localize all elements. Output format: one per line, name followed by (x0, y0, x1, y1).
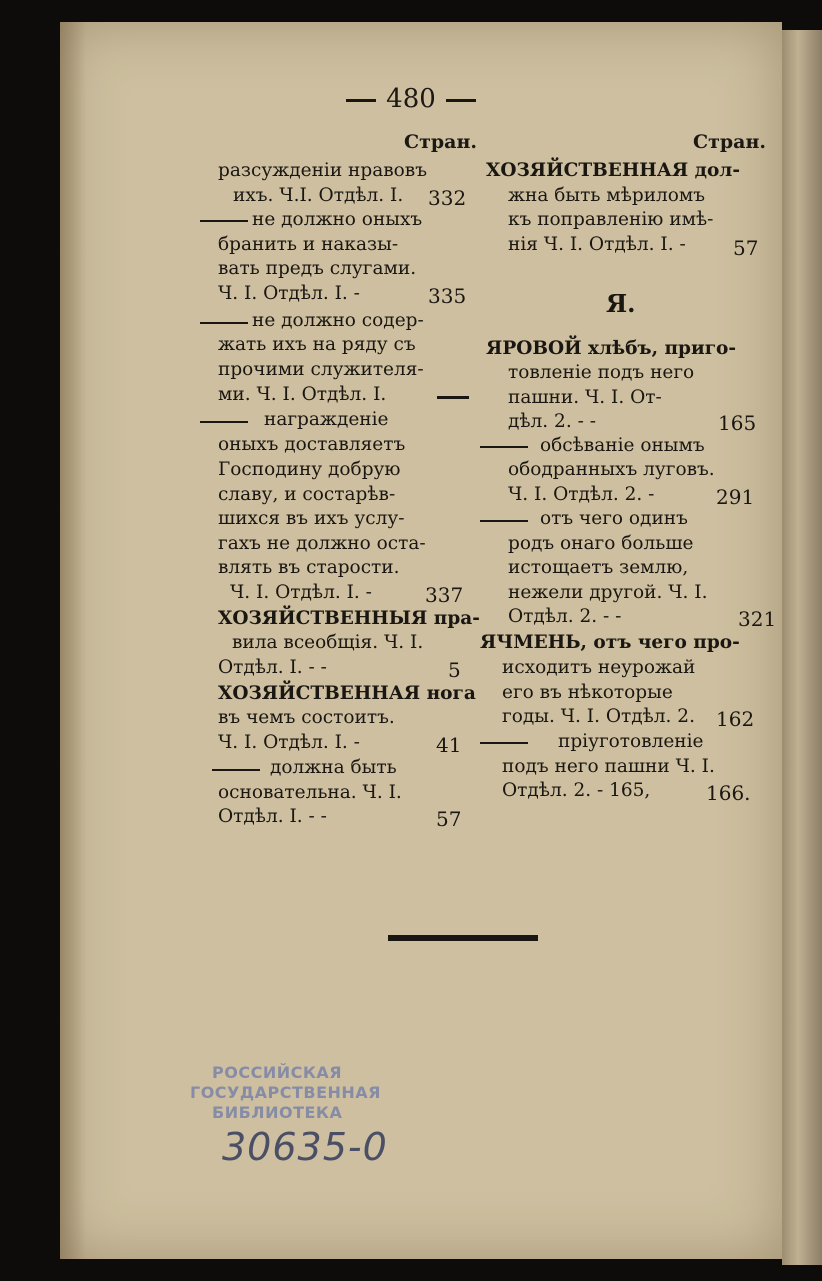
page-ref: 165 (718, 411, 757, 435)
right-line: ЯЧМЕНЬ, отъ чего про- (480, 632, 740, 653)
left-line: влять въ старости. (218, 557, 400, 578)
right-line: исходитъ неурожай (502, 657, 696, 678)
left-line: награжденіе (264, 409, 389, 430)
right-line: нія Ч. I. Отдѣл. I. - (508, 234, 686, 255)
page-ref: 291 (716, 485, 755, 509)
left-line: прочими служителя- (218, 359, 424, 380)
left-line: не должно содер- (252, 310, 424, 331)
section-letter: Я. (606, 289, 636, 318)
page-ref: 162 (716, 707, 755, 731)
left-line: шихся въ ихъ услу- (218, 508, 405, 529)
right-line: его въ нѣкоторые (502, 682, 673, 703)
stamp-line: РОССИЙСКАЯ (212, 1063, 343, 1082)
right-line: товленіе подъ него (508, 362, 695, 383)
page-number-dash-left (346, 99, 376, 102)
page-number-dash-right (446, 99, 476, 102)
page-fold-shadow (60, 22, 86, 1259)
right-line: нежели другой. Ч. I. (508, 582, 708, 603)
left-line: оныхъ доставляетъ (218, 434, 406, 455)
right-line: пашни. Ч. I. От- (508, 387, 662, 408)
page-ref: 41 (436, 733, 462, 757)
right-line: отъ чего одинъ (540, 508, 688, 529)
right-line: къ поправленію имѣ- (508, 209, 714, 230)
right-line: дѣл. 2. - - (508, 411, 596, 432)
left-line: должна быть (270, 757, 397, 778)
column-header-right: Стран. (693, 131, 767, 153)
right-line: обсѣваніе онымъ (540, 435, 705, 456)
left-line: Господину добрую (218, 459, 401, 480)
left-line: ми. Ч. I. Отдѣл. I. (218, 384, 387, 405)
page-edge (782, 30, 822, 1265)
handwritten-shelfmark: 30635-0 (222, 1125, 388, 1169)
right-line: годы. Ч. I. Отдѣл. 2. (502, 706, 695, 727)
left-line: Ч. I. Отдѣл. I. - (218, 732, 360, 753)
left-line: ХОЗЯЙСТВЕННЫЯ пра- (218, 608, 480, 629)
page-ref: 166. (706, 781, 751, 805)
column-header-left: Стран. (404, 131, 478, 153)
right-line: родъ онаго больше (508, 533, 694, 554)
left-line: жать ихъ на ряду съ (218, 334, 416, 355)
left-line: бранить и наказы- (218, 234, 399, 255)
page-ref: 57 (733, 236, 759, 260)
left-line: основательна. Ч. I. (218, 782, 402, 803)
left-line: въ чемъ состоитъ. (218, 707, 395, 728)
repeat-dash (480, 742, 528, 744)
right-line: Отдѣл. 2. - 165, (502, 780, 651, 801)
left-line: Отдѣл. I. - - (218, 806, 327, 827)
right-line: истощаетъ землю, (508, 557, 689, 578)
right-line: ободранныхъ луговъ. (508, 459, 715, 480)
page-ref: 332 (428, 186, 467, 210)
right-line: ЯРОВОЙ хлѣбъ, приго- (486, 338, 737, 359)
left-line: славу, и состарѣв- (218, 484, 396, 505)
left-line: Ч. I. Отдѣл. I. - (230, 582, 372, 603)
page-ref: 335 (428, 284, 467, 308)
left-line: вать предъ слугами. (218, 258, 417, 279)
right-line: ХОЗЯЙСТВЕННАЯ дол- (486, 160, 741, 181)
right-line: жна быть мѣриломъ (508, 185, 706, 206)
left-line: ХОЗЯЙСТВЕННАЯ нога (218, 683, 476, 704)
page-ref: 321 (738, 607, 777, 631)
page-ref: 57 (436, 807, 462, 831)
right-line: Отдѣл. 2. - - (508, 606, 622, 627)
page-number (0, 84, 822, 114)
left-line: разсужденіи нравовъ (218, 160, 427, 181)
page-ref: 337 (425, 583, 464, 607)
left-line: Ч. I. Отдѣл. I. - (218, 283, 360, 304)
repeat-dash (437, 396, 469, 399)
repeat-dash (200, 421, 248, 423)
repeat-dash (480, 520, 528, 522)
left-line: гахъ не должно оста- (218, 533, 426, 554)
repeat-dash (200, 322, 248, 324)
stamp-line: БИБЛИОТЕКА (212, 1103, 343, 1122)
repeat-dash (200, 220, 248, 222)
end-rule (388, 935, 538, 941)
right-line: Ч. I. Отдѣл. 2. - (508, 484, 655, 505)
left-line: вила всеобщія. Ч. I. (232, 632, 424, 653)
repeat-dash (212, 769, 260, 771)
page-ref: 5 (448, 658, 461, 682)
right-line: пріуготовленіе (558, 731, 704, 752)
right-line: подъ него пашни Ч. I. (502, 756, 715, 777)
left-line: не должно оныхъ (252, 209, 423, 230)
stamp-line: ГОСУДАРСТВЕННАЯ (190, 1083, 381, 1102)
left-line: ихъ. Ч.I. Отдѣл. I. (233, 185, 404, 206)
repeat-dash (480, 446, 528, 448)
left-line: Отдѣл. I. - - (218, 657, 327, 678)
page-number-text: 480 (386, 84, 436, 114)
